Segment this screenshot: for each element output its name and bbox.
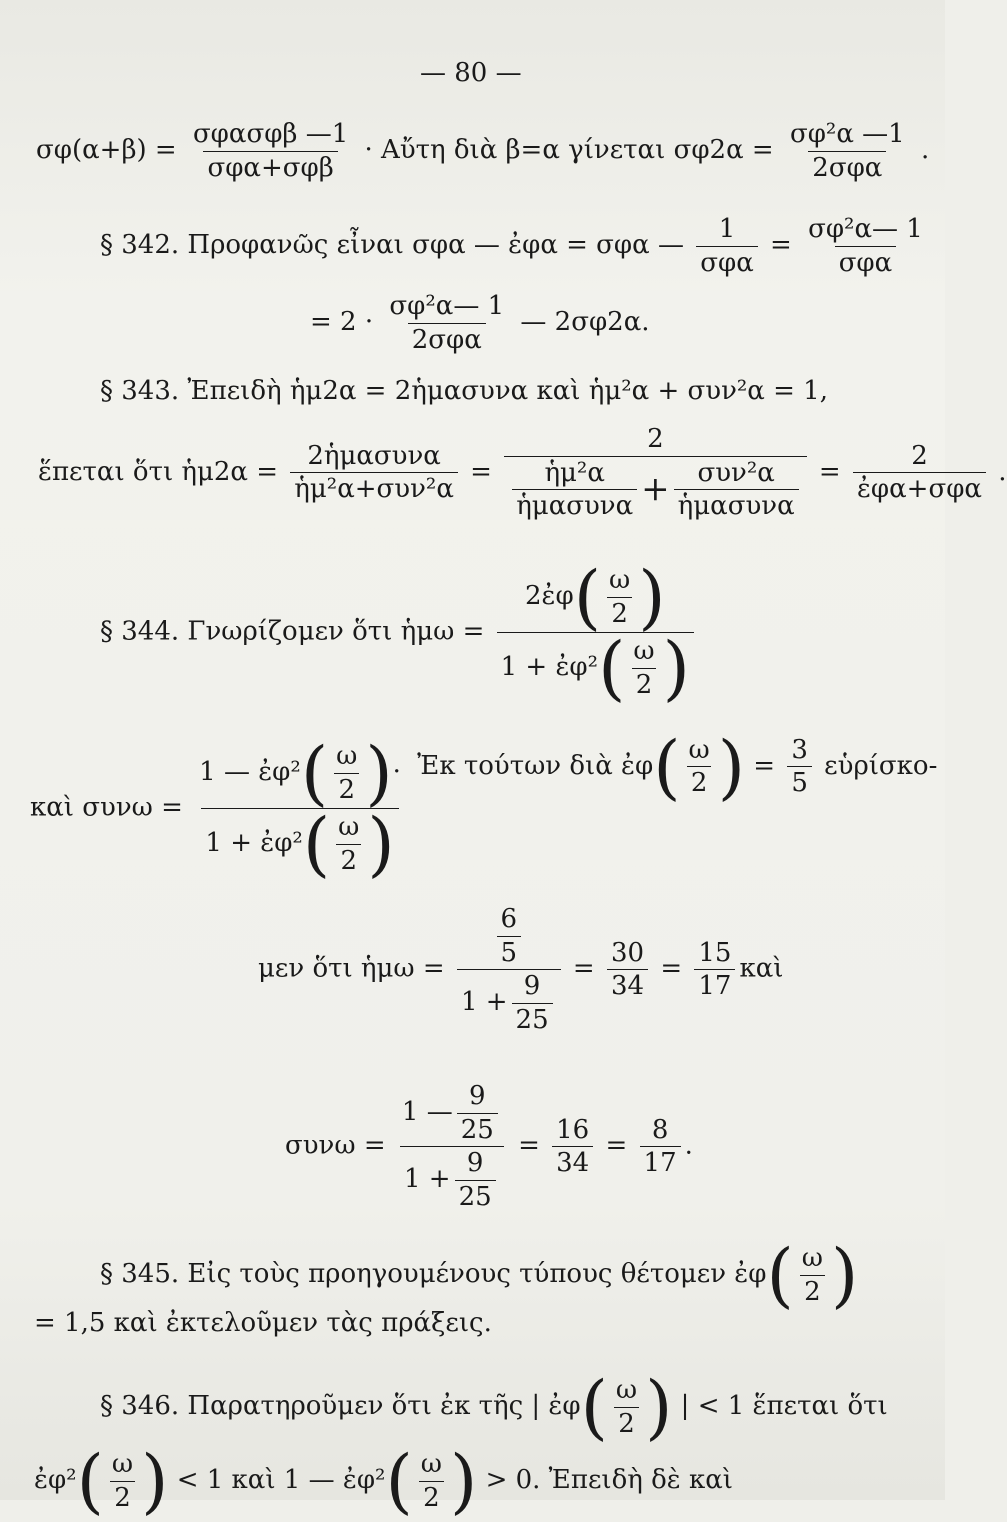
section-label: § 346. (100, 1391, 180, 1421)
formula-cos: καὶ συνω = 1 — ἐφ²( $\frac{\omega}{2}$ )· 1 + ἐφ²( $\frac{\omega}{2}$ ) Ἐκ τούτων διὰ ἐφ( $\frac{\omega}{2}$ ) = $\frac{3}{5}$ εὑρίσκο- (30, 725, 938, 885)
section-345-cont: = 1,5 καὶ ἐκτελοῦμεν τὰς πράξεις. (34, 1308, 492, 1338)
fraction: $\frac{\text{2ἡμασυνα}}{\text{ἡμ²α+συν²α}}$ (290, 440, 458, 506)
fraction: $\frac{\text{σφ²α —1}}{\text{2σφα}}$ (789, 119, 905, 183)
section-343: § 343. Ἐπειδὴ ἡμ2α = 2ἡμασυνα καὶ ἡμ²α + συν²α = 1, (100, 376, 828, 406)
fraction: 2ἐφ( $\frac{\omega}{2}$ ) 1 + ἐφ²( $\frac{\omega}{2}$ ) (497, 562, 694, 703)
fraction: $\frac{\text{σφ²α— 1}}{\text{2σφα}}$ (389, 291, 505, 355)
section-343-derivation: ἕπεται ὅτι ἡμ2α = $\frac{\text{2ἡμασυνα}}{\text{ἡμ²α+συν²α}}$ = 2 $\frac{\text{ἡμ²α}}{\text{ἡμασυνα}}$ + $\frac{\text{συν²α}}{\text{ἡμασυνα}}$ = $\frac{2}{\text{ἐφα+σφα}}$ . (38, 424, 1007, 521)
section-label: § 343. (100, 376, 180, 406)
fraction: $\frac{2}{\text{ἐφα+σφα}}$ (853, 440, 986, 506)
section-label: § 344. (100, 616, 180, 647)
section-342: § 342. Προφανῶς εἶναι σφα — ἐφα = σφα — $\frac{1}{\text{σφα}}$ = $\frac{\text{σφ²α— 1}}{\text{σφα}}$ (100, 213, 931, 279)
section-344: § 344. Γνωρίζομεν ὅτι ἡμω = 2ἐφ( $\frac{\omega}{2}$ ) 1 + ἐφ²( $\frac{\omega}{2}$ ) (100, 562, 698, 703)
compound-fraction: $\frac{6}{5}$ 1 + $\frac{9}{25}$ (457, 903, 561, 1036)
fraction: $\frac{\text{σφ²α— 1}}{\text{σφα}}$ (808, 214, 923, 278)
compound-fraction: 1 — $\frac{9}{25}$ 1 + $\frac{9}{25}$ (398, 1080, 506, 1213)
section-label: § 345. (100, 1259, 180, 1289)
compound-fraction: 2 $\frac{\text{ἡμ²α}}{\text{ἡμασυνα}}$ + $\frac{\text{συν²α}}{\text{ἡμασυνα}}$ (504, 423, 806, 523)
fraction: $\frac{1}{\text{σφα}}$ (696, 213, 758, 279)
page-number: — 80 — (420, 58, 522, 88)
section-345: § 345. Εἰς τοὺς προηγουμένους τύπους θέτομεν ἐφ( $\frac{\omega}{2}$ ) (100, 1234, 859, 1316)
calc-cos: συνω = 1 — $\frac{9}{25}$ 1 + $\frac{9}{25}$ = $\frac{16}{34}$ = $\frac{8}{17}$ . (285, 1081, 693, 1212)
fraction: 1 — ἐφ²( $\frac{\omega}{2}$ )· 1 + ἐφ²( $\frac{\omega}{2}$ ) (199, 732, 401, 885)
section-342-cont: = 2 · $\frac{\text{σφ²α— 1}}{\text{2σφα}}$ — 2σφ2α. (310, 291, 650, 355)
fraction: $\frac{\text{σφασφβ —1}}{\text{σφα+σφβ}}$ (192, 119, 349, 183)
calc-sin: μεν ὅτι ἡμω = $\frac{6}{5}$ 1 + $\frac{9}{25}$ = $\frac{30}{34}$ = $\frac{15}{17}$ καὶ (258, 904, 784, 1035)
section-346: § 346. Παρατηροῦμεν ὅτι ἐκ τῆς | ἐφ( $\frac{\omega}{2}$ ) | < 1 ἕπεται ὅτι (100, 1366, 888, 1448)
section-346-cont: ἐφ²( $\frac{\omega}{2}$ ) < 1 καὶ 1 — ἐφ²( $\frac{\omega}{2}$ ) > 0. Ἐπειδὴ δὲ καὶ (34, 1440, 733, 1522)
formula-tan-sum: σφ(α+β) = $\frac{\text{σφασφβ —1}}{\text{σφα+σφβ}}$ · Αὔτη διὰ β=α γίνεται σφ2α = $\frac{\text{σφ²α —1}}{\text{2σφα}}$ . (36, 119, 930, 183)
section-label: § 342. (100, 230, 180, 260)
